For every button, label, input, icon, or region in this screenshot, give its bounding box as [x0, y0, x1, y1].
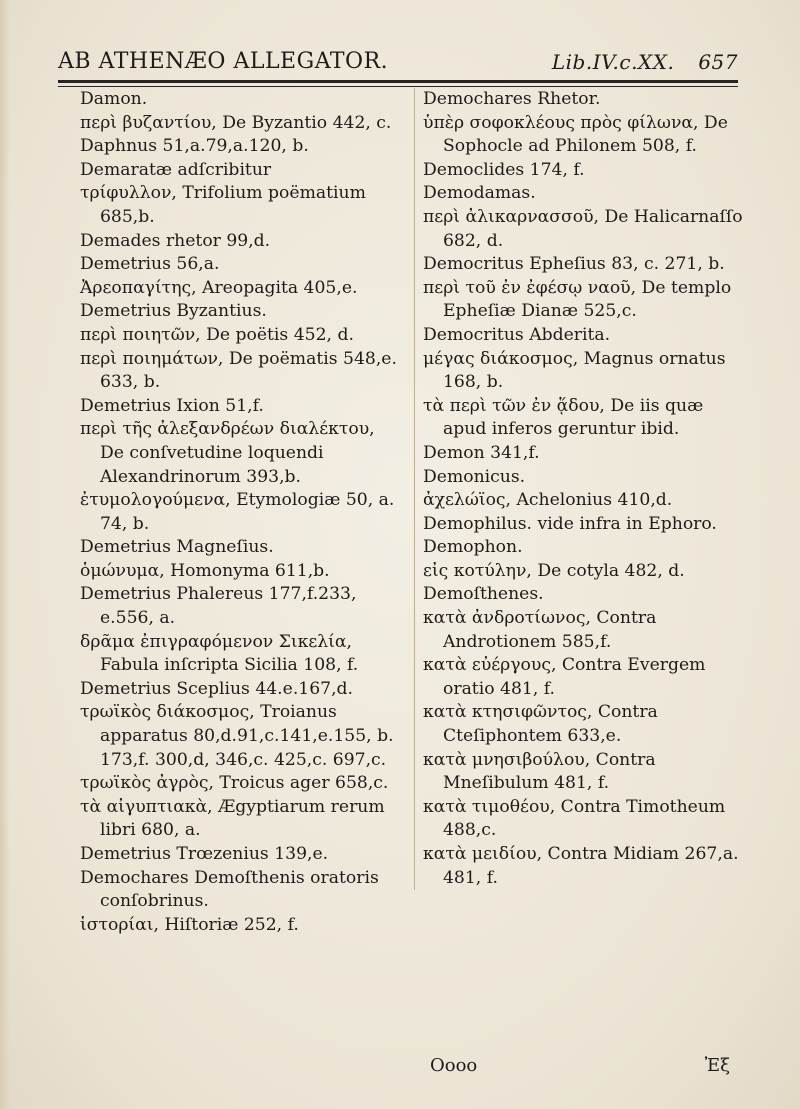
index-entry: τρωϊκὸς διάκοσμος, Troianus apparatus 80,d.91,c.141,e.155, b. 173,f. 300,d, 346,c. 425,c. 697,c. — [80, 702, 394, 770]
index-entry: Demetrius Phalereus 177,f.233, e.556, a. — [80, 584, 357, 629]
index-entry: Demades rhetor 99,d. — [80, 230, 271, 251]
page-number: 657 — [698, 50, 738, 74]
signature-mark: Oooo — [430, 1055, 478, 1076]
index-entry: κατὰ μειδίου, Contra Midiam 267,a. 481, f. — [423, 844, 739, 888]
index-entry: ἀχελώϊος, Achelonius 410,d. — [423, 490, 673, 511]
header-rule-thin — [58, 86, 738, 87]
index-entry: κατὰ τιμοθέου, Contra Timotheum 488,c. — [423, 796, 726, 841]
index-entry: Demetrius Byzantius. — [80, 301, 267, 322]
running-header — [58, 40, 738, 74]
index-entry: Demetrius 56,a. — [80, 254, 220, 275]
index-entry: Democritus Abderita. — [423, 324, 611, 345]
index-entry: Demaratæ adſcribitur — [80, 159, 272, 180]
index-entry: Demonicus. — [423, 466, 526, 487]
index-entry: εἰς κοτύλην, De cotyla 482, d. — [423, 560, 685, 581]
index-entry: Democlides 174, f. — [423, 159, 585, 180]
index-entry: περὶ βυζαντίου, De Byzantio 442, c. — [80, 112, 392, 133]
index-entry: τὰ αἰγυπτιακὰ, Ægyptiarum rerum libri 680, a. — [80, 796, 385, 841]
index-entry: Demetrius Ixion 51,f. — [80, 395, 264, 416]
index-entry: Demophilus. vide infra in Ephoro. — [423, 513, 717, 534]
index-entry: κατὰ ἀνδροτίωνος, Contra Androtionem 585,f. — [423, 608, 657, 652]
index-entry: Democritus Epheſius 83, c. 271, b. — [423, 254, 725, 275]
index-entry: Daphnus 51,a.79,a.120, b. — [80, 136, 309, 157]
index-entry: ἐτυμολογούμενα, Etymologiæ 50, a. 74, b. — [80, 490, 395, 534]
index-entry: μέγας διάκοσμος, Magnus ornatus 168, b. — [423, 348, 726, 393]
index-entry: Demetrius Sceplius 44.e.167,d. — [80, 678, 354, 699]
index-column-left — [80, 88, 398, 937]
book-chapter-ref: Lib.IV.c.XX. — [551, 50, 675, 74]
index-entry: περὶ ἀλικαρνασσοῦ, De Halicarnaſſo 682, d. — [423, 206, 743, 251]
index-entry: τὰ περὶ τῶν ἐν ᾅδου, De iis quæ apud inferos geruntur ibid. — [423, 395, 704, 440]
index-entry: τρίφυλλον, Trifolium poëmatium 685,b. — [80, 183, 366, 227]
index-entry: Demetrius Trœzenius 139,e. — [80, 844, 329, 864]
binding-shadow — [0, 0, 10, 1109]
index-entry: Demetrius Magneſius. — [80, 537, 274, 558]
index-entry: ὑπὲρ σοφοκλέους πρὸς φίλωνα, De Sophocle ad Philonem 508, f. — [423, 112, 728, 157]
index-entry: κατὰ εὐέργους, Contra Evergem oratio 481, f. — [423, 655, 706, 699]
index-entry: Ἀρεοπαγίτης, Areopagita 405,e. — [80, 277, 358, 298]
index-entry: Demophon. — [423, 537, 523, 558]
index-entry: Damon. — [80, 89, 148, 109]
index-entry: Demoſthenes. — [423, 584, 544, 605]
header-rule — [58, 80, 738, 83]
index-column-right — [414, 88, 747, 890]
index-entry: τρωϊκὸς ἀγρὸς, Troicus ager 658,c. — [80, 773, 389, 794]
index-entry: Demodamas. — [423, 183, 536, 204]
index-entry: περὶ ποιητῶν, De poëtis 452, d. — [80, 324, 354, 345]
index-entry: περὶ τῆς ἀλεξανδρέων διαλέκτου, De conſvetudine loquendi Alexandrinorum 393,b. — [80, 419, 375, 487]
index-entry: ὁμώνυμα, Homonyma 611,b. — [80, 560, 330, 581]
index-entry: κατὰ μνησιβούλου, Contra Mneſibulum 481, f. — [423, 749, 656, 794]
index-entry: περὶ τοῦ ἐν ἐφέσῳ ναοῦ, De templo Epheſiæ Dianæ 525,c. — [423, 277, 732, 322]
index-entry: Demochares Demoſthenis oratoris conſobrinus. — [80, 867, 379, 912]
page-footer — [430, 1055, 730, 1076]
index-entry: Demon 341,f. — [423, 442, 540, 463]
index-entry: δρᾶμα ἐπιγραφόμενον Σικελία, Fabula inſcripta Sicilia 108, f. — [80, 631, 359, 676]
index-entry: Demochares Rhetor. — [423, 89, 601, 109]
index-entry: κατὰ κτησιφῶντος, Contra Cteſiphontem 633,e. — [423, 702, 658, 747]
index-entry: περὶ ποιημάτων, De poëmatis 548,e. 633, b. — [80, 348, 397, 393]
catchword: Ἐξ — [704, 1055, 730, 1076]
running-title: AB ATHENÆO ALLEGATOR. — [58, 49, 389, 74]
index-entry: ἱστορίαι, Hiſtoriæ 252, f. — [80, 914, 299, 935]
